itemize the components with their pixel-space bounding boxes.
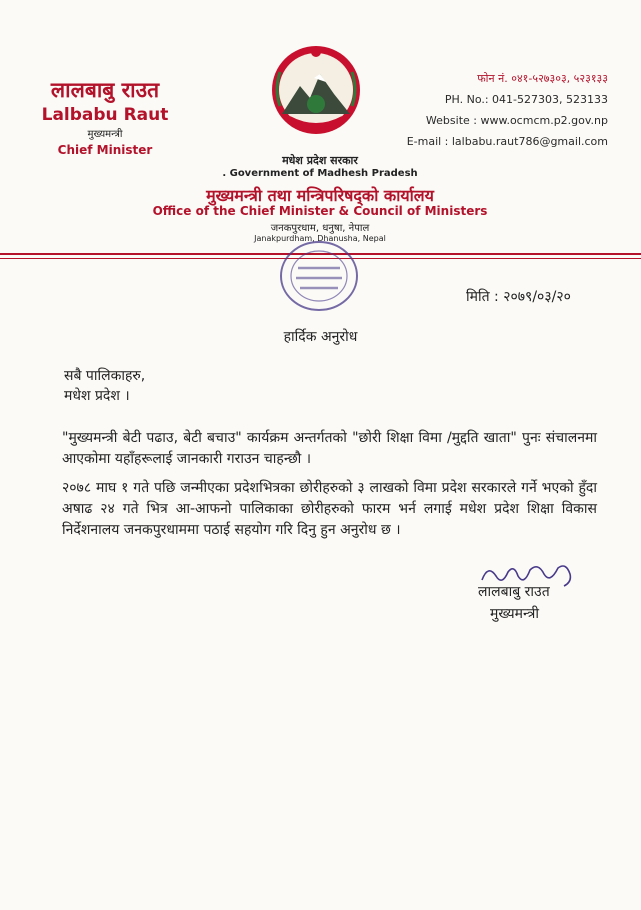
letter-date: मिति : २०७९/०३/२० <box>466 289 571 305</box>
recipient-block <box>64 366 145 406</box>
phone-nepali: फोन नं. ०४१-५२७३०३, ५२३१३३ <box>477 72 608 85</box>
sender-name-english: Lalbabu Raut <box>41 105 169 125</box>
letter-subject: हार्दिक अनुरोध <box>283 329 358 345</box>
office-name-nepali: मुख्यमन्त्री तथा मन्त्रिपरिषद्को कार्यालय <box>206 186 434 205</box>
address-nepali: जनकपुरधाम, धनुषा, नेपाल <box>270 223 370 234</box>
signatory-name: लालबाबु राउत <box>478 584 550 600</box>
signatory-title: मुख्यमन्त्री <box>490 606 539 622</box>
sender-name-nepali: लालबाबु राउत <box>50 78 160 102</box>
email-text: E-mail : lalbabu.raut786@gmail.com <box>406 135 608 148</box>
office-name-english: Office of the Chief Minister & Council of Ministers <box>152 204 488 218</box>
sender-title-nepali: मुख्यमन्त्री <box>87 129 123 140</box>
recipient-line: मधेश प्रदेश । <box>64 388 130 404</box>
body-paragraph-1: "मुख्यमन्त्री बेटी पढाउ, बेटी बचाउ" कार्यक्रम अन्तर्गतको "छोरी शिक्षा विमा /मुद्दति खाता" पुनः संचालनमा आएकोमा यहाँहरूलाई जानकारी गराउन चाहन्छौ । <box>62 430 597 467</box>
website-text: Website : www.ocmcm.p2.gov.np <box>425 114 608 127</box>
sender-block <box>40 78 170 158</box>
address-english: Janakpurdham, Dhanusha, Nepal <box>254 234 386 243</box>
government-nepali: मधेश प्रदेश सरकार <box>282 154 358 167</box>
contact-block <box>368 68 608 152</box>
phone-english: PH. No.: 041-527303, 523133 <box>444 93 608 106</box>
nepal-emblem-icon <box>270 44 362 136</box>
recipient-line: सबै पालिकाहरु, <box>64 368 146 384</box>
office-stamp-icon <box>276 236 362 316</box>
body-paragraph-2: २०७८ माघ १ गते पछि जन्मीएका प्रदेशभित्रका छोरीहरुको ३ लाखको विमा प्रदेश सरकारले गर्ने भएको हुँदा अषाढ २४ गते भित्र आ-आफनो पालिकाका छोरीहरुको फारम भर्न लगाई मधेश प्रदेश शिक्षा विकास निर्देशनालय जनकपुरधाममा पठाई सहयोग गरि दिनु हुन अनुरोध छ । <box>62 480 597 538</box>
government-english: . Government of Madhesh Pradesh <box>222 168 418 179</box>
sender-title-english: Chief Minister <box>57 143 153 157</box>
